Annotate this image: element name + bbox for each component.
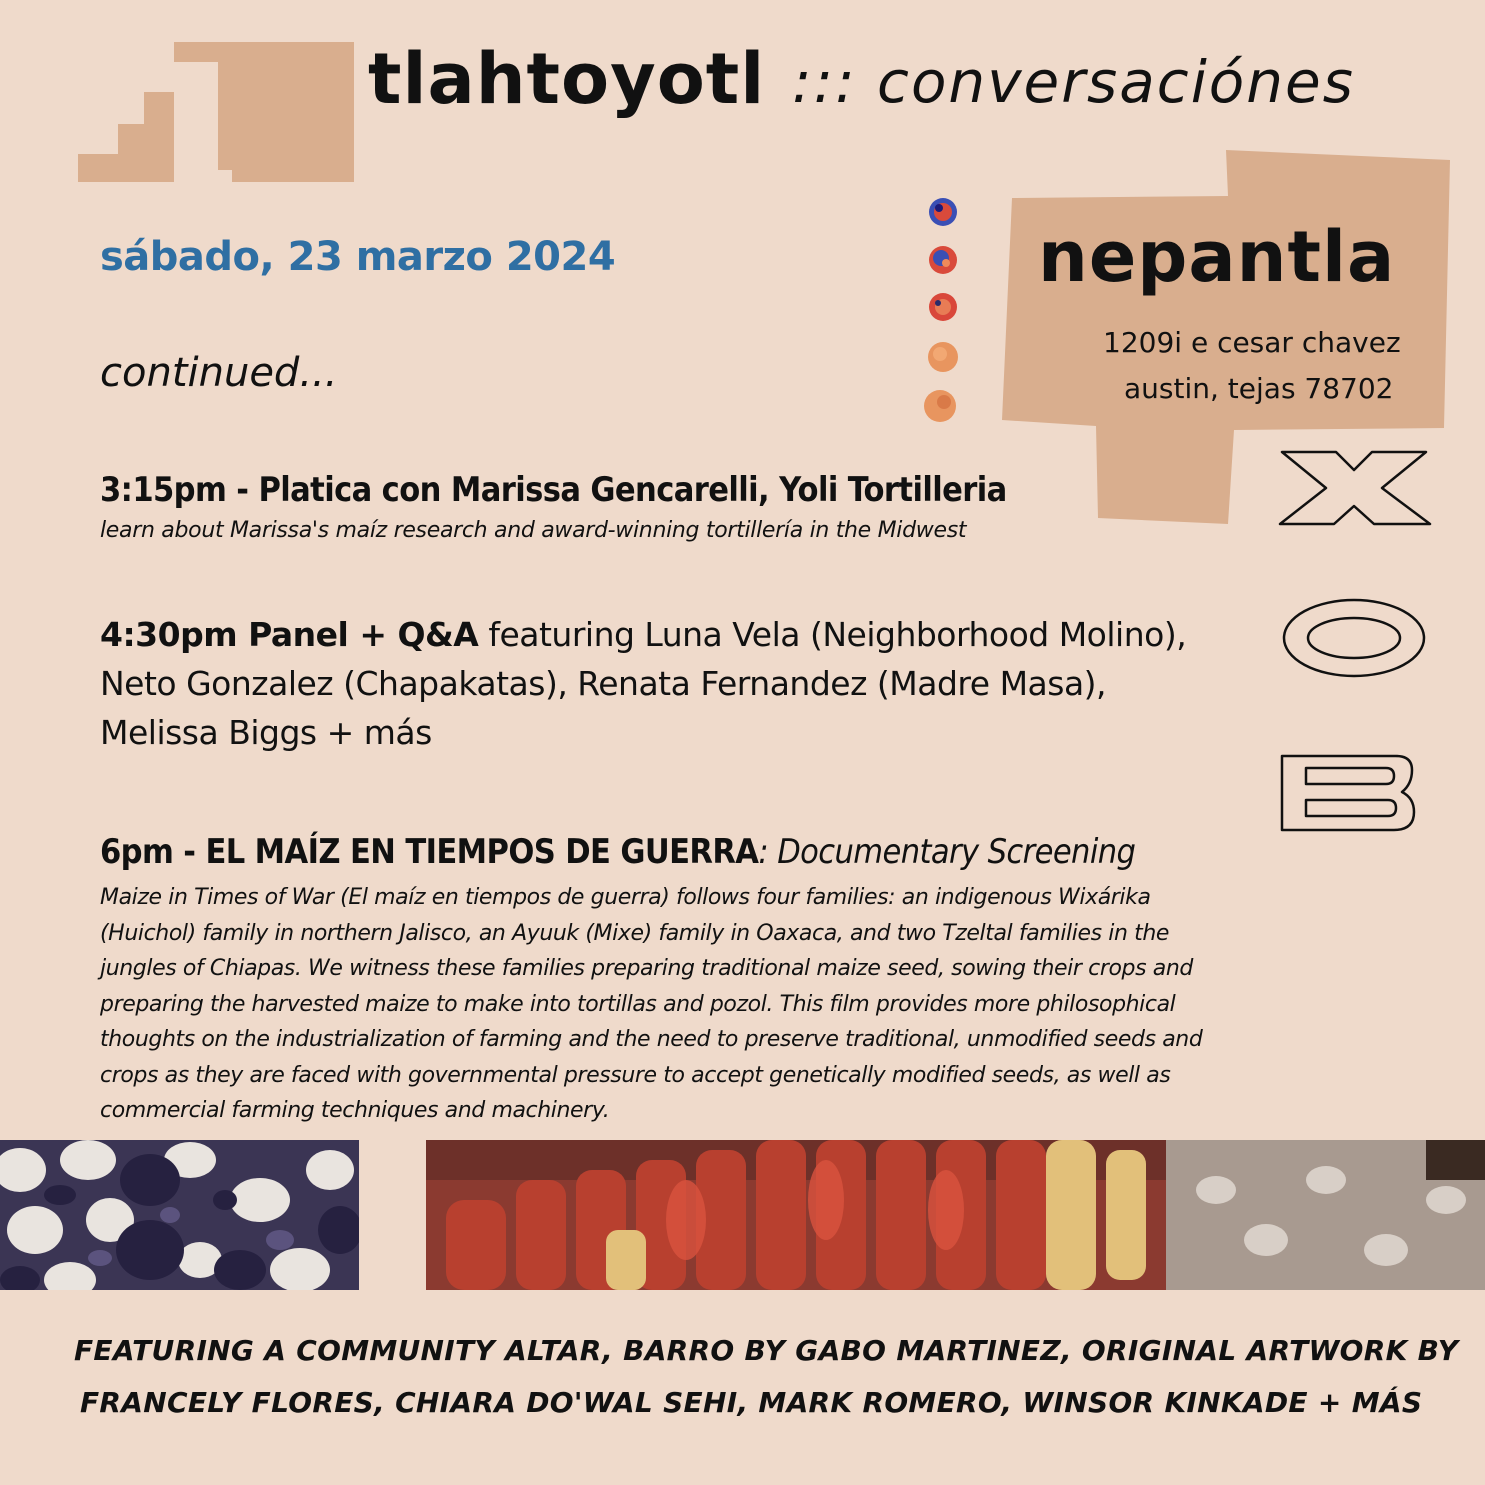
event-1-title: 3:15pm - Platica con Marissa Gencarelli, Yoli Tortilleria (100, 470, 1007, 510)
blue-corn-photo (0, 1140, 359, 1290)
venue-name: nepantla (1038, 216, 1396, 298)
dot-3-icon (929, 293, 957, 321)
footer-line1: FEATURING A COMMUNITY ALTAR, BARRO BY GABO MARTINEZ, ORIGINAL ARTWORK BY (74, 1334, 1459, 1367)
b-letter-icon (1282, 756, 1414, 830)
event-2-line2: Neto Gonzalez (Chapakatas), Renata Fernandez (Madre Masa), (100, 664, 1107, 703)
red-corn-photo (426, 1140, 1485, 1290)
event-3-title-italic: Documentary Screening (777, 832, 1136, 872)
event-3-title-sep: : (758, 832, 778, 872)
continued-label: continued... (100, 350, 338, 396)
dot-1-icon (929, 198, 957, 226)
venue-address-line2: austin, tejas 78702 (1124, 372, 1394, 405)
dot-4-icon (928, 342, 958, 372)
series-title: tlahtoyotl (368, 38, 766, 120)
event-1-description: learn about Marissa's maíz research and award-winning tortillería in the Midwest (100, 518, 967, 543)
x-letter-icon (1280, 452, 1430, 524)
event-2-title: 4:30pm Panel + Q&A (100, 615, 479, 654)
dot-2-icon (929, 246, 957, 274)
series-subtitle: ::: conversaciónes (792, 48, 1355, 116)
footer-line2: FRANCELY FLORES, CHIARA DO'WAL SEHI, MARK ROMERO, WINSOR KINKADE + MÁS (80, 1386, 1423, 1419)
event-3-desc-line: commercial farming techniques and machinery. (100, 1098, 610, 1123)
event-3-desc-line: thoughts on the industrialization of farming and the need to preserve traditional, unmodified seeds and (100, 1027, 1203, 1052)
event-3-description (100, 880, 1300, 1129)
event-3-desc-line: (Huichol) family in northern Jalisco, an Ayuuk (Mixe) family in Oaxaca, and two Tzeltal families in the (100, 920, 1170, 946)
event-3-desc-line: jungles of Chiapas. We witness these families preparing traditional maize seed, sowing their crops and (100, 956, 1193, 981)
event-3-desc-line: preparing the harvested maize to make into tortillas and pozol. This film provides more philosophical (100, 991, 1176, 1017)
o-letter-icon (1284, 600, 1424, 676)
event-3-title-bold: 6pm - EL MAÍZ EN TIEMPOS DE GUERRA (100, 832, 759, 872)
event-3-desc-line: Maize in Times of War (El maíz en tiempos de guerra) follows four families: an indigenous Wixárika (100, 885, 1151, 910)
event-3-desc-line: crops as they are faced with governmental pressure to accept genetically modified seeds, as well as (100, 1062, 1171, 1088)
dot-5-icon (924, 390, 956, 422)
stepped-spiral-logo-icon (78, 42, 354, 182)
venue-address-line1: 1209i e cesar chavez (1103, 326, 1401, 359)
event-2-line3: Melissa Biggs + más (100, 713, 432, 752)
event-3-title (100, 832, 1135, 872)
event-2-block (100, 610, 1220, 757)
decorative-dots-icon (918, 190, 968, 430)
event-2-line1: featuring Luna Vela (Neighborhood Molino), (478, 615, 1187, 654)
event-date: sábado, 23 marzo 2024 (100, 234, 616, 280)
xob-outline-letters (1278, 448, 1438, 838)
